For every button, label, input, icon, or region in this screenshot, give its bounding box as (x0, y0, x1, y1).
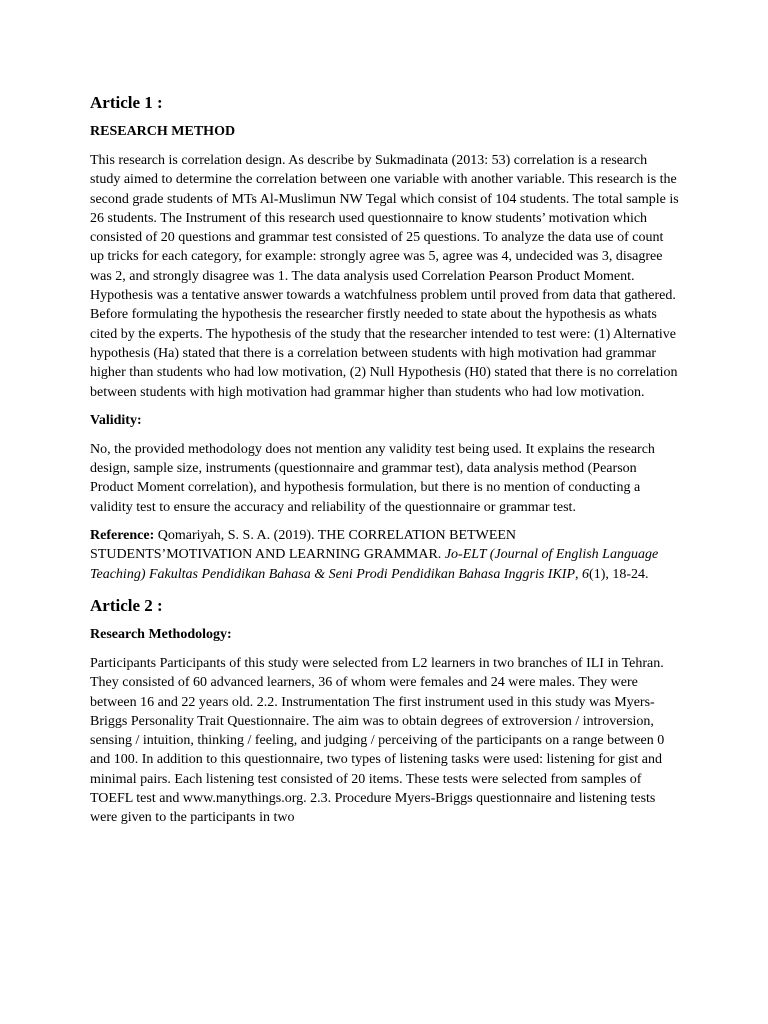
validity-paragraph: No, the provided methodology does not mention any validity test being used. It explains the research design, sample size, instruments (questionnaire and grammar test), data analysis method (Pearson Product Moment correlation), and hypothesis formulation, but there is no mention of conducting a validity test to ensure the accuracy and reliability of the questionnaire or grammar test. (90, 441, 655, 515)
reference-volume: 6 (582, 566, 590, 582)
document-page (90, 90, 680, 837)
reference-journal: Jo-ELT (Journal of English Language Teaching) Fakultas Pendidikan Bahasa & Seni Prodi Pendidikan Bahasa Inggris IKIP (90, 547, 659, 582)
article-2 (90, 593, 680, 828)
article-1 (90, 90, 680, 584)
research-methodology-heading: Research Methodology: (90, 626, 232, 642)
research-method-paragraph: This research is correlation design. As describe by Sukmadinata (2013: 53) correlation is a research study aimed to determine the correlation between one variable with another variable. This research is the second grade students of MTs Al-Muslimun NW Tegal which consist of 104 students. The total sample is 26 students. The Instrument of this research used questionnaire to know students’ motivation which consisted of 20 questions and grammar test consisted of 25 questions. To analyze the data use of count up tricks for each category, for example: strongly agree was 5, agree was 4, undecided was 3, disagree was 2, and strongly disagree was 1. The data analysis used Correlation Pearson Product Moment. Hypothesis was a tentative answer towards a watchfulness problem until proved from data that gathered. Before formulating the hypothesis the researcher firstly needed to state about the hypothesis as whats cited by the experts. The hypothesis of the study that the researcher intended to test were: (1) Alternative hypothesis (Ha) stated that there is a correlation between students with high motivation had grammar higher than students who had low motivation, (2) Null Hypothesis (H0) stated that there is no correlation between students with high motivation had grammar higher than students who had low motivation. (90, 153, 679, 400)
reference-paragraph (90, 526, 680, 584)
reference-pages: (1), 18-24. (589, 566, 649, 582)
reference-label: Reference: (90, 528, 155, 544)
article-1-title: Article 1 : (90, 93, 163, 112)
research-methodology-paragraph: Participants Participants of this study were selected from L2 learners in two branches of ILI in Tehran. They consisted of 60 advanced learners, 36 of whom were females and 24 were males. They were between 16 and 22 years old. 2.2. Instrumentation The first instrument used in this study was Myers-Briggs Personality Trait Questionnaire. The aim was to obtain degrees of extroversion / introversion, sensing / intuition, thinking / feeling, and judging / perceiving of the participants on a range between 0 and 100. In addition to this questionnaire, two types of listening tasks were used: listening for gist and minimal pairs. Each listening test consisted of 20 items. These tests were selected from samples of TOEFL test and www.manythings.org. 2.3. Procedure Myers-Briggs questionnaire and listening tests were given to the participants in two (90, 655, 665, 826)
validity-heading: Validity: (90, 412, 142, 428)
reference-text: Qomariyah, S. S. A. (2019). THE CORRELATION BETWEEN STUDENTS’MOTIVATION AND LEARNING GRAMMAR. (90, 528, 517, 563)
reference-separator: , (575, 566, 583, 582)
article-2-title: Article 2 : (90, 595, 163, 615)
research-method-heading: RESEARCH METHOD (90, 124, 236, 139)
